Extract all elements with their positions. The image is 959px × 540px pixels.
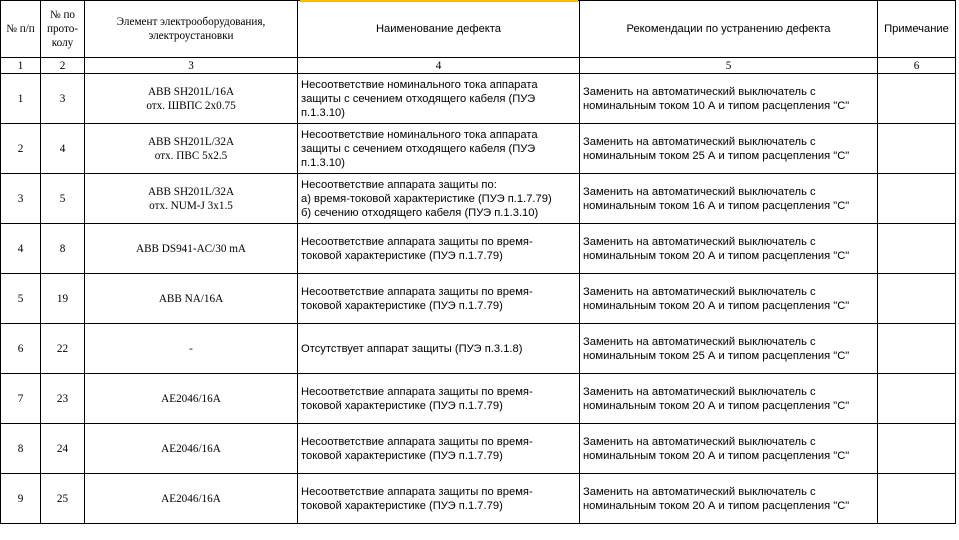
note-cell[interactable] (878, 74, 956, 124)
defect-cell-line: Несоответствие номинального тока аппарата (301, 78, 538, 91)
recommendation-cell[interactable] (580, 124, 878, 174)
defect-cell-line: б) сечению отходящего кабеля (ПУЭ п.1.3.10) (301, 206, 539, 219)
element-cell[interactable] (85, 274, 298, 324)
table-row (1, 124, 956, 174)
row-number-cell[interactable]: 5 (1, 274, 41, 324)
element-cell-line: AE2046/16A (161, 442, 221, 455)
element-cell[interactable] (85, 124, 298, 174)
recommendation-cell-line: Заменить на автоматический выключатель с (583, 335, 816, 348)
selected-cell-border (300, 0, 578, 2)
defect-cell[interactable] (298, 424, 580, 474)
defect-cell-line: токовой характеристике (ПУЭ п.1.7.79) (301, 299, 503, 312)
recommendation-cell-line: номинальным током 16 А и типом расцепления "С" (583, 199, 850, 212)
defect-cell[interactable] (298, 274, 580, 324)
protocol-number-cell[interactable]: 4 (41, 124, 85, 174)
column-number-cell[interactable]: 1 (1, 58, 41, 74)
recommendation-cell-line: номинальным током 20 А и типом расцепления "С" (583, 499, 850, 512)
defect-cell-line: защиты с сечением отходящего кабеля (ПУЭ (301, 92, 536, 105)
table-row (1, 374, 956, 424)
element-cell[interactable] (85, 474, 298, 524)
element-cell[interactable] (85, 224, 298, 274)
element-cell[interactable] (85, 174, 298, 224)
element-cell-line: ABB SH201L/32A (147, 185, 235, 198)
header-cell-defect[interactable]: Наименование дефекта (298, 1, 580, 58)
recommendation-cell[interactable] (580, 374, 878, 424)
defect-cell-line: Несоответствие аппарата защиты по время- (301, 235, 533, 248)
element-cell[interactable] (85, 424, 298, 474)
note-cell[interactable] (878, 374, 956, 424)
note-cell[interactable] (878, 474, 956, 524)
defect-cell-line: а) время-токовой характеристике (ПУЭ п.1.7.79) (301, 192, 552, 205)
header-cell-number[interactable]: № п/п (1, 1, 41, 58)
element-cell-line: ABB NA/16A (158, 292, 224, 305)
element-cell-line: отх. ШВПС 2х0.75 (146, 99, 236, 112)
row-number-cell[interactable]: 4 (1, 224, 41, 274)
protocol-number-cell[interactable]: 23 (41, 374, 85, 424)
recommendation-cell-line: номинальным током 20 А и типом расцепления "С" (583, 299, 850, 312)
defect-cell[interactable] (298, 324, 580, 374)
header-cell-recommendation[interactable]: Рекомендации по устранению дефекта (580, 1, 878, 58)
protocol-number-cell[interactable]: 5 (41, 174, 85, 224)
note-cell[interactable] (878, 274, 956, 324)
recommendation-cell[interactable] (580, 224, 878, 274)
header-cell-protocol-number[interactable] (41, 1, 85, 58)
protocol-number-cell[interactable]: 22 (41, 324, 85, 374)
header-protocol-line: колу (51, 37, 74, 49)
defect-cell-line: Несоответствие аппарата защиты по время- (301, 385, 533, 398)
element-cell-line: отх. NUM-J 3х1.5 (149, 199, 233, 212)
defect-cell[interactable] (298, 224, 580, 274)
defect-cell-line: п.1.3.10) (301, 156, 345, 169)
element-cell-line: AE2046/16A (161, 392, 221, 405)
recommendation-cell-line: Заменить на автоматический выключатель с (583, 485, 816, 498)
defect-cell[interactable] (298, 374, 580, 424)
row-number-cell[interactable]: 7 (1, 374, 41, 424)
column-number-cell[interactable]: 3 (85, 58, 298, 74)
header-element-line: электроустановки (148, 30, 234, 42)
protocol-number-cell[interactable]: 25 (41, 474, 85, 524)
column-number-cell[interactable]: 5 (580, 58, 878, 74)
header-row (1, 1, 956, 58)
header-protocol-line: прото- (46, 23, 79, 35)
row-number-cell[interactable]: 3 (1, 174, 41, 224)
defect-cell-line: Несоответствие аппарата защиты по время- (301, 285, 533, 298)
table-row (1, 274, 956, 324)
header-cell-note[interactable]: Примечание (878, 1, 956, 58)
recommendation-cell-line: Заменить на автоматический выключатель с (583, 235, 816, 248)
defect-cell-line: Несоответствие аппарата защиты по время- (301, 485, 533, 498)
recommendation-cell-line: Заменить на автоматический выключатель с (583, 135, 816, 148)
row-number-cell[interactable]: 2 (1, 124, 41, 174)
table-row (1, 174, 956, 224)
header-element-line: Элемент электрооборудования, (116, 16, 266, 28)
row-number-cell[interactable]: 1 (1, 74, 41, 124)
element-cell[interactable] (85, 374, 298, 424)
column-number-cell[interactable]: 4 (298, 58, 580, 74)
element-cell[interactable] (85, 74, 298, 124)
recommendation-cell[interactable] (580, 74, 878, 124)
recommendation-cell[interactable] (580, 424, 878, 474)
protocol-number-cell[interactable]: 24 (41, 424, 85, 474)
recommendation-cell-line: Заменить на автоматический выключатель с (583, 285, 816, 298)
recommendation-cell-line: номинальным током 25 А и типом расцепления "С" (583, 349, 850, 362)
defect-cell-line: токовой характеристике (ПУЭ п.1.7.79) (301, 249, 503, 262)
table-row (1, 324, 956, 374)
element-cell-line: ABB DS941-AC/30 mA (135, 242, 247, 255)
recommendation-cell-line: номинальным током 25 А и типом расцепления "С" (583, 149, 850, 162)
row-number-cell[interactable]: 9 (1, 474, 41, 524)
row-number-cell[interactable]: 6 (1, 324, 41, 374)
recommendation-cell[interactable] (580, 324, 878, 374)
defect-cell-line: п.1.3.10) (301, 106, 345, 119)
table-row (1, 224, 956, 274)
table-body (1, 74, 956, 524)
recommendation-cell[interactable] (580, 274, 878, 324)
defect-cell-line: защиты с сечением отходящего кабеля (ПУЭ (301, 142, 536, 155)
table-row (1, 424, 956, 474)
note-cell[interactable] (878, 174, 956, 224)
defect-cell[interactable] (298, 124, 580, 174)
note-cell[interactable] (878, 324, 956, 374)
recommendation-cell-line: Заменить на автоматический выключатель с (583, 385, 816, 398)
defect-cell-line: Несоответствие номинального тока аппарата (301, 128, 538, 141)
table-row (1, 474, 956, 524)
recommendation-cell[interactable] (580, 174, 878, 224)
note-cell[interactable] (878, 224, 956, 274)
header-cell-element[interactable] (85, 1, 298, 58)
recommendation-cell-line: номинальным током 20 А и типом расцепления "С" (583, 249, 850, 262)
recommendation-cell-line: Заменить на автоматический выключатель с (583, 185, 816, 198)
header-protocol-line: № по (49, 9, 76, 21)
recommendation-cell[interactable] (580, 474, 878, 524)
element-cell[interactable] (85, 324, 298, 374)
column-number-cell[interactable]: 6 (878, 58, 956, 74)
note-cell[interactable] (878, 124, 956, 174)
row-number-cell[interactable]: 8 (1, 424, 41, 474)
element-cell-line: ABB SH201L/32A (147, 135, 235, 148)
defect-cell-line: Несоответствие аппарата защиты по: (301, 178, 497, 191)
protocol-number-cell[interactable]: 19 (41, 274, 85, 324)
recommendation-cell-line: Заменить на автоматический выключатель с (583, 85, 816, 98)
element-cell-line: ABB SH201L/16A (147, 85, 235, 98)
element-cell-line: - (189, 342, 193, 355)
defect-cell-line: Отсутствует аппарат защиты (ПУЭ п.3.1.8) (301, 342, 523, 355)
column-number-row (1, 58, 956, 74)
recommendation-cell-line: номинальным током 20 А и типом расцепления "С" (583, 399, 850, 412)
recommendation-cell-line: номинальным током 10 А и типом расцепления "С" (583, 99, 850, 112)
table-row (1, 74, 956, 124)
defect-cell-line: Несоответствие аппарата защиты по время- (301, 435, 533, 448)
defect-cell-line: токовой характеристике (ПУЭ п.1.7.79) (301, 399, 503, 412)
element-cell-line: отх. ПВС 5х2.5 (154, 149, 228, 162)
recommendation-cell-line: Заменить на автоматический выключатель с (583, 435, 816, 448)
element-cell-line: AE2046/16A (161, 492, 221, 505)
defect-cell-line: токовой характеристике (ПУЭ п.1.7.79) (301, 499, 503, 512)
defect-cell[interactable] (298, 174, 580, 224)
protocol-number-cell[interactable]: 3 (41, 74, 85, 124)
protocol-number-cell[interactable]: 8 (41, 224, 85, 274)
column-number-cell[interactable]: 2 (41, 58, 85, 74)
defect-cell[interactable] (298, 474, 580, 524)
defect-cell[interactable] (298, 74, 580, 124)
note-cell[interactable] (878, 424, 956, 474)
defect-cell-line: токовой характеристике (ПУЭ п.1.7.79) (301, 449, 503, 462)
recommendation-cell-line: номинальным током 20 А и типом расцепления "С" (583, 449, 850, 462)
